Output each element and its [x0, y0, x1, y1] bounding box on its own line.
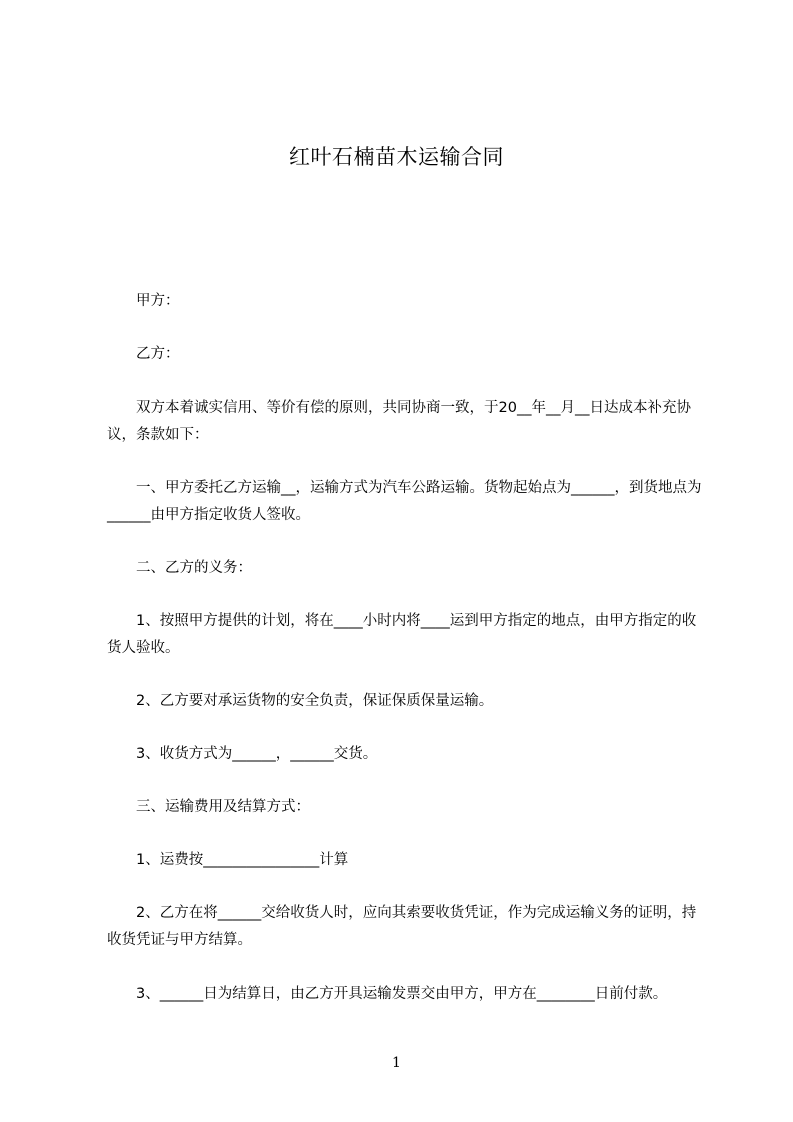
- section-2-heading: 二、乙方的义务：: [136, 560, 252, 576]
- section-3-heading: 三、运输费用及结算方式：: [136, 799, 310, 815]
- party-a-label: 甲方：: [136, 293, 180, 309]
- clause-3-2-paragraph: 2、乙方在将______交给收货人时，应向其索要收货凭证，作为完成运输义务的证明，持收货凭证与甲方结算。: [107, 905, 697, 948]
- party-b-label: 乙方：: [136, 346, 180, 362]
- clause-2-3-paragraph: 3、收货方式为______，______交货。: [136, 746, 378, 762]
- clause-2-1-paragraph: 1、按照甲方提供的计划，将在____小时内将____运到甲方指定的地点，由甲方指定的收货人验收。: [107, 613, 697, 656]
- page-number: 1: [392, 1055, 401, 1071]
- clause-3-1-paragraph: 1、运费按________________计算: [136, 852, 349, 868]
- clause-2-2-paragraph: 2、乙方要对承运货物的安全负责，保证保质保量运输。: [136, 693, 494, 709]
- intro-paragraph: 双方本着诚实信用、等价有偿的原则，共同协商一致，于20__年__月__日达成本补充协议，条款如下：: [107, 400, 691, 443]
- document-title: 红叶石楠苗木运输合同: [289, 145, 504, 169]
- clause-1-paragraph: 一、甲方委托乙方运输__，运输方式为汽车公路运输。货物起始点为______，到货地点为______由甲方指定收货人签收。: [107, 480, 702, 523]
- clause-3-3-paragraph: 3、______日为结算日，由乙方开具运输发票交由甲方，甲方在________日前付款。: [136, 986, 668, 1002]
